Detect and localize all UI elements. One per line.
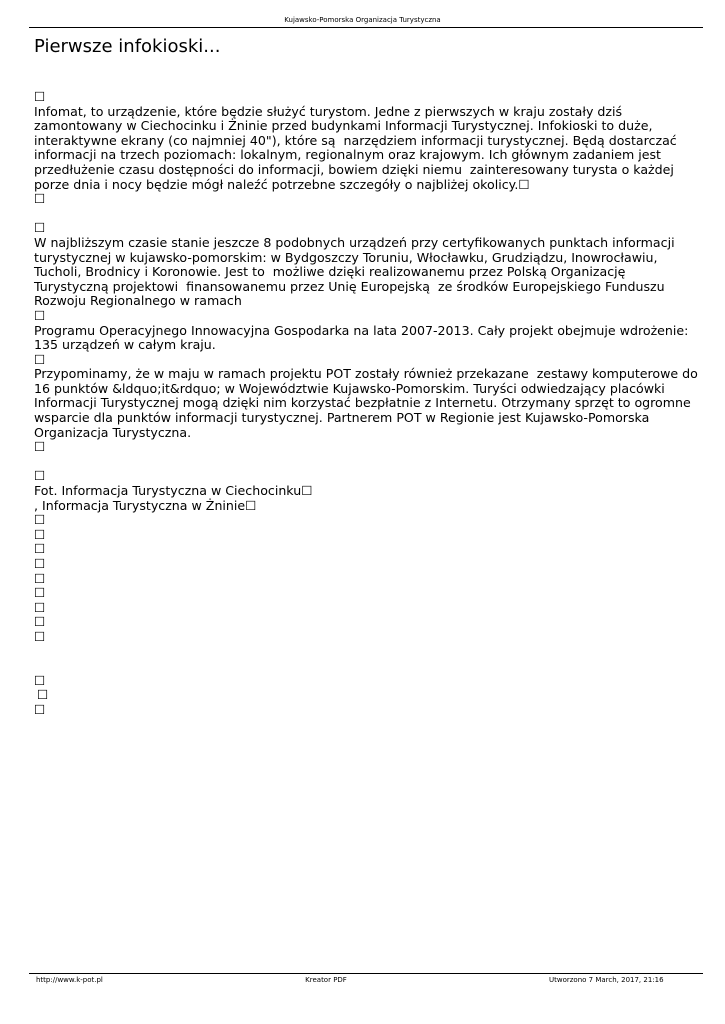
placeholder-glyph: ☐ xyxy=(34,512,46,528)
paragraph-1-line: Infomat, to urządzenie, które będzie służyć turystom. Jedne z pierwszych w kraju zostały dziś xyxy=(34,103,623,119)
footer-url: http://www.k-pot.pl xyxy=(36,976,103,984)
placeholder-glyph: ☐ xyxy=(34,556,46,571)
placeholder-glyph: ☐ xyxy=(34,191,46,207)
placeholder-glyph: ☐ xyxy=(34,628,46,644)
placeholder-glyph: ☐ xyxy=(34,307,46,323)
paragraph-3-line: Programu Operacyjnego Innowacyjna Gospodarka na lata 2007-2013. Cały projekt obejmuje wdrożenie: xyxy=(34,322,689,338)
paragraph-1-line: porze dnia i nocy będzie mógł naleźć potrzebne szczegóły o najbliżej okolicy.☐ xyxy=(34,176,530,192)
placeholder-glyph: ☐ xyxy=(34,351,46,367)
paragraph-2-line: Rozwoju Regionalnego w ramach xyxy=(34,293,242,309)
paragraph-4-line: Informacji Turystycznej mogą dzięki nim korzystać bezpłatnie z Internetu. Otrzymany sprzęt to ogromne xyxy=(34,395,691,411)
paragraph-4-line: wsparcie dla punktów informacji turystycznej. Partnerem POT w Regionie jest Kujawsko-Pomorska xyxy=(34,410,650,426)
paragraph-4-line: Przypominamy, że w maju w ramach projektu POT zostały również przekazane zestawy komputerowe do xyxy=(34,366,698,382)
placeholder-glyph: ☐ xyxy=(34,701,46,717)
footer-generator: Kreator PDF xyxy=(305,976,347,984)
paragraph-2-line: W najbliższym czasie stanie jeszcze 8 podobnych urządzeń przy certyfikowanych punktach informacji xyxy=(34,234,675,250)
placeholder-glyph: ☐ xyxy=(34,672,46,688)
placeholder-glyph: ☐ xyxy=(34,541,46,557)
header-divider xyxy=(29,27,703,28)
placeholder-glyph: ☐ xyxy=(34,599,46,615)
paragraph-1-line: przedłużenie czasu dostępności do informacji, bowiem dzięki niemu zainteresowany turysta o każdej xyxy=(34,161,674,177)
paragraph-1-line: zamontowany w Ciechocinku i Żninie przed budynkami Informacji Turystycznej. Infokioski to duże, xyxy=(34,118,653,134)
paragraph-3-line: 135 urządzeń w całym kraju. xyxy=(34,337,216,353)
placeholder-glyph: ☐ xyxy=(34,614,46,630)
placeholder-glyph: ☐ xyxy=(34,439,46,455)
photo-caption: Fot. Informacja Turystyczna w Ciechocinku☐ xyxy=(34,483,313,499)
placeholder-glyph: ☐ xyxy=(34,585,46,601)
placeholder-glyph: ☐ xyxy=(34,89,46,104)
footer-created-timestamp: Utworzono 7 March, 2017, 21:16 xyxy=(549,976,664,984)
paragraph-4-line: 16 punktów &ldquo;it&rdquo; w Województwie Kujawsko-Pomorskim. Turyści odwiedzający placówki xyxy=(34,380,665,396)
paragraph-2-line: turystycznej w kujawsko-pomorskim: w Bydgoszczy Toruniu, Włocławku, Grudziądzu, Inowrocławiu, xyxy=(34,249,658,265)
placeholder-glyph: ☐ xyxy=(37,687,49,703)
page-title: Pierwsze infokioski... xyxy=(34,36,221,57)
photo-caption: , Informacja Turystyczna w Żninie☐ xyxy=(34,497,257,513)
page-header-site-name: Kujawsko-Pomorska Organizacja Turystyczna xyxy=(284,16,441,24)
placeholder-glyph: ☐ xyxy=(34,570,46,586)
article-body xyxy=(34,90,704,718)
placeholder-glyph: ☐ xyxy=(34,220,46,236)
placeholder-glyph: ☐ xyxy=(34,526,46,542)
paragraph-1-line: interaktywne ekrany (co najmniej 40"), które są narzędziem informacji turystycznej. Będą dostarczać xyxy=(34,132,677,148)
placeholder-glyph: ☐ xyxy=(34,468,46,484)
paragraph-2-line: Tucholi, Brodnicy i Koronowie. Jest to możliwe dzięki realizowanemu przez Polską Organizację xyxy=(34,264,626,280)
paragraph-4-line: Organizacja Turystyczna. xyxy=(34,424,192,440)
paragraph-2-line: Turystyczną projektowi finansowanemu przez Unię Europejską ze środków Europejskiego Funduszu xyxy=(34,278,665,294)
footer-divider xyxy=(29,973,703,974)
paragraph-1-line: informacji na trzech poziomach: lokalnym, regionalnym oraz krajowym. Ich głównym zadaniem jest xyxy=(34,147,661,163)
